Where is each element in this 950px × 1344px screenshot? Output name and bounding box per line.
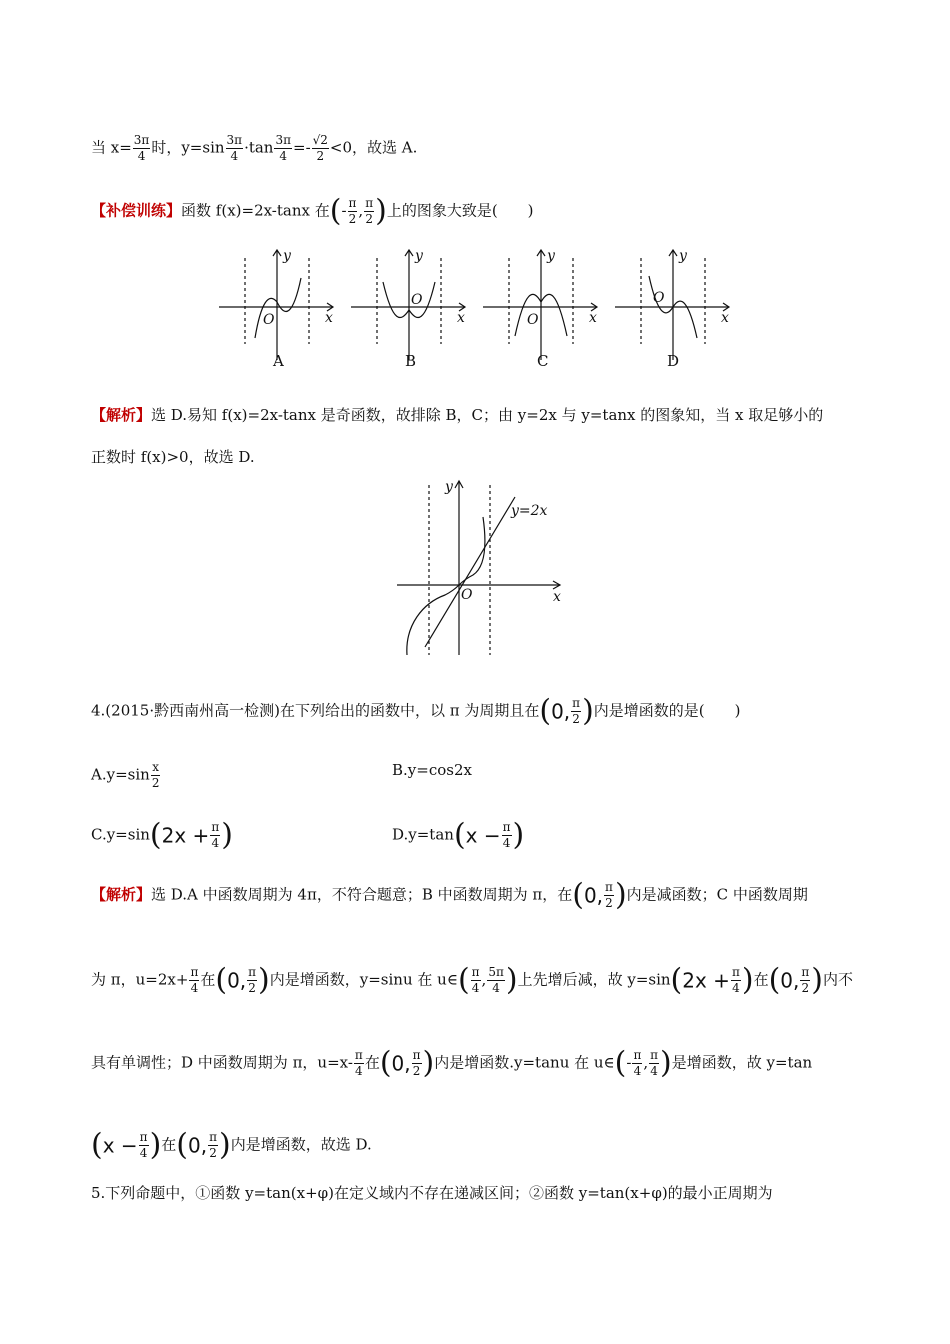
- tan-vs-line-figure: [395, 475, 575, 660]
- supplement-tag: 【补偿训练】: [91, 201, 182, 220]
- fraction: $\frac{3\pi}{4}$: [275, 133, 291, 163]
- svg-text:x: x: [553, 589, 561, 605]
- option-a[interactable]: A.y=sin $\frac{x}{2}$: [91, 760, 160, 790]
- graph-d: [615, 250, 729, 360]
- analysis-1-line-2: 正数时 f(x)>0，故选 D.: [91, 448, 255, 466]
- svg-text:x: x: [457, 310, 465, 326]
- svg-text:y: y: [547, 248, 555, 264]
- option-b[interactable]: B.y=cos2x: [392, 761, 472, 779]
- graph-label-b: B: [405, 352, 417, 370]
- graph-label-c: C: [537, 352, 549, 370]
- fraction: $\frac{3\pi}{4}$: [226, 133, 243, 163]
- option-c[interactable]: C.y=sin(2x + $\frac{\pi}{4}$ ): [91, 817, 233, 853]
- analysis-2-line-2: 为 π，u=2x+ $\frac{\pi}{4}$ 在(0, $\frac{\pi}{2}$ )内是增函数，y=sinu 在 u∈( $\frac{\pi}{4}$ , $\frac{5\pi}{4}$ )上先增后减，故 y=sin(2x + $\frac{\pi}{4}$ )在(0, $\frac{\pi}{2}$ )内不: [91, 962, 854, 998]
- svg-text:y: y: [415, 248, 423, 264]
- solution-line-1: 当 x= $\frac{3\pi}{4}$ 时，y=sin $\frac{3\pi}{4}$ ·tan $\frac{3\pi}{4}$ =- $\frac{√2}{2}$ <0，故选 A.: [91, 133, 418, 163]
- analysis-tag: 【解析】: [91, 406, 152, 424]
- graph-b: [351, 250, 465, 360]
- svg-text:O: O: [653, 290, 665, 306]
- svg-text:O: O: [527, 312, 539, 328]
- analysis-2-line-4: (x − $\frac{\pi}{4}$ )在(0, $\frac{\pi}{2}$ )内是增函数，故选 D.: [91, 1127, 372, 1163]
- analysis-2-line-1: 【解析】选 D.A 中函数周期为 4π，不符合题意；B 中函数周期为 π，在(0, $\frac{\pi}{2}$ )内是减函数；C 中函数周期: [91, 877, 808, 913]
- svg-text:x: x: [589, 310, 597, 326]
- question-5: 5.下列命题中，①函数 y=tan(x+φ)在定义域内不存在递减区间；②函数 y=tan(x+φ)的最小正周期为: [91, 1184, 773, 1202]
- analysis-1-line-1: 【解析】选 D.易知 f(x)=2x-tanx 是奇函数，故排除 B，C；由 y=2x 与 y=tanx 的图象知，当 x 取足够小的: [91, 406, 824, 424]
- fraction: $\frac{√2}{2}$: [312, 133, 328, 163]
- svg-text:O: O: [411, 292, 423, 308]
- option-d[interactable]: D.y=tan(x − $\frac{\pi}{4}$ ): [392, 817, 525, 853]
- svg-text:y: y: [679, 248, 687, 264]
- svg-text:x: x: [721, 310, 729, 326]
- graph-a: [219, 250, 333, 360]
- svg-text:y: y: [283, 248, 291, 264]
- analysis-2-line-3: 具有单调性；D 中函数周期为 π，u=x- $\frac{\pi}{4}$ 在(0, $\frac{\pi}{2}$ )内是增函数.y=tanu 在 u∈(- $\frac{\pi}{4}$ , $\frac{\pi}{4}$ )是增函数，故 y=tan: [91, 1045, 813, 1081]
- svg-text:O: O: [461, 587, 473, 603]
- graph-label-d: D: [667, 352, 680, 370]
- supplement-question: 【补偿训练】函数 f(x)=2x-tanx 在(- $\frac{\pi}{2}$ , $\frac{\pi}{2}$ )上的图象大致是( ): [91, 193, 534, 229]
- option-graphs: [215, 240, 735, 375]
- svg-text:y: y: [445, 479, 453, 495]
- graph-label-a: A: [273, 352, 284, 370]
- svg-text:O: O: [263, 312, 275, 328]
- fraction: $\frac{3\pi}{4}$: [133, 133, 150, 163]
- svg-text:x: x: [325, 310, 333, 326]
- question-4: 4.(2015·黔西南州高一检测)在下列给出的函数中，以 π 为周期且在(0, $\frac{\pi}{2}$ )内是增函数的是( ): [91, 693, 741, 729]
- svg-text:y=2x: y=2x: [511, 503, 548, 519]
- graph-c: [483, 250, 597, 360]
